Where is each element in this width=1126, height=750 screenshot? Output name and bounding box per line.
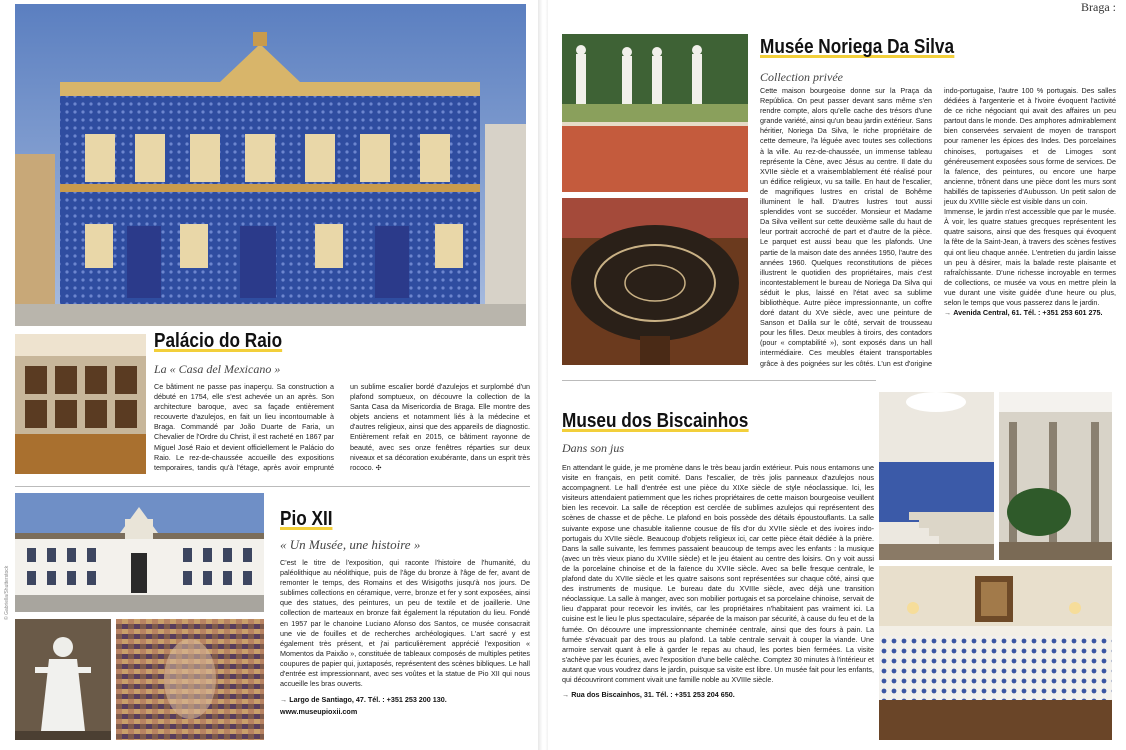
- noriega-paragraph-2: Immense, le jardin n'est accessible que par le musée. À voir, les quatre statues grecques représentent les quatre saisons, ainsi que des fresques qui évoquent la fête de la Saint-Jean, à travers des scènes festives qui ont lieu chaque année. L'entretien du jardin laisse un peu à désirer, mais la balade reste plaisante et rafraîchissante. D'une richesse incroyable en termes de collections, ce musée va vous en mettre plein la vue durant une visite guidée d'une heure ou plus, selon le temps que vous passerez dans le jardin.: [944, 207, 1116, 307]
- right-page: [548, 0, 1126, 750]
- photo-biscainhos-courtyard: [999, 392, 1112, 560]
- biscainhos-stair-illustration: [879, 392, 994, 560]
- biscainhos-address: Rua dos Biscainhos, 31. Tél. : +351 253 204 650.: [571, 690, 735, 700]
- noriega-address: Avenida Central, 61. Tél. : +351 253 601 275.: [953, 308, 1103, 318]
- noriega-address-line: [944, 308, 1116, 318]
- noriega-garden-illustration: [562, 34, 748, 192]
- noriega-article: [760, 86, 1116, 370]
- biscainhos-title: [562, 410, 748, 432]
- photo-pio-statue: [15, 619, 111, 740]
- photo-pio-building: [15, 493, 264, 612]
- raio-article: [154, 382, 530, 478]
- raio-facade-illustration: [15, 4, 526, 326]
- biscainhos-hall-illustration: [879, 566, 1112, 740]
- raio-text: Ce bâtiment ne passe pas inaperçu. Sa construction a débuté en 1754, elle s'est achevée un an après. Son architecture baroque, avec sa façade entièrement recouverte d'azulejos, en fait un lieu incontournable à Braga. Commandé par João Duarte de Faria, un Chevalier de l'Ordre du Christ, il est racheté en 1867 par Miguel José Raio et devient officiellement le Palácio do Raio. Le rez-de-chaussée accueille des expositions temporaires, tandis qu'à l'étage, après avoir emprunté un sublime escalier bordé d'azulejos et surplombé d'un plafond somptueux, on découvre la collection de la Santa Casa da Misericordia de Braga. Elle montre des objets anciens et notamment liés à la médecine et d'autres religieux, ainsi que des appareils de diagnostic. Entièrement refait en 2015, ce bâtiment rayonne de beauté, avec ses onze fenêtres réparties sur deux niveaux et sa décoration exubérante, dans un esprit très rococo.: [154, 382, 530, 472]
- noriega-title-text: Musée Noriega Da Silva: [760, 36, 955, 58]
- right-divider: [562, 380, 876, 381]
- photo-raio-interior: [15, 334, 146, 474]
- pio-statue-illustration: [15, 619, 111, 740]
- noriega-paragraph-1: Cette maison bourgeoise donne sur la Praça da República. On peut passer devant sans même s'en rendre compte, alors qu'elle cache des trésors d'une grande variété, ainsi qu'un beau jardin extérieur. Sans héritier, Noriega Da Silva, le riche propriétaire de cette demeure, l'a léguée avec toutes ses collections à la ville. Au rez-de-chaussée, un immense tableau représente la Cène, avec Jésus au centre. Il date du XVIIe siècle et a vraisemblablement été réalisé pour un édifice religieux, vu sa taille. En haut de l'escalier, de magnifiques lustres en cristal de Bohême illuminent le hall. D'autres lustres tout aussi splendides vont se succéder. Monsieur et Madame Da Silva veillent sur cette deuxième salle du haut de leur portrait accroché de part et d'autre de la pièce. Le parquet est aussi beau que les plafonds. Une partie de la maison date des années 1950, l'autre des années 1960. Quelques reconstitutions de pièces illustrent le quotidien des propriétaires, mais c'est incontestablement le bureau de Noriega Da Silva qui séduit le plus, laissé en l'état avec sa sublime bibliothèque. Autre pièce impressionnante, un coffre doré datant du XVe siècle, avec une peinture de Sanson et Dalila sur le côté, servait de trousseau pour les filles. Deux meubles à tiroirs, des contadors (pour « comptabilité »), sont exposés dans un hall intermédiaire. Ces meubles étaient transportables grâce à des poignées sur les côtés. L'un est d'origine indo-portugaise, l'autre 100 % portugais. Des salles dédiées à l'argenterie et à l'ivoire évoquent l'activité de ce riche négociant qui avait des affaires un peu partout dans le monde. Des amphores admirablement bien conservées servaient de moyen de transport pour ramener les épices des Indes. Des porcelaines chinoises, portugaises et de Limoges sont généreusement exposées sous forme de services. De la faïence, des peintures, ou encore une harpe ancienne, trônent dans une pièce dont les murs sont habillés de tapisseries d'Aubusson. Un petit salon de jeux du XVIIIe siècle est visible dans un coin.: [760, 86, 1116, 368]
- noriega-title: [760, 36, 954, 58]
- raio-subtitle: La « Casa del Mexicano »: [154, 362, 281, 376]
- left-divider: [15, 486, 530, 487]
- pio-paragraph: C'est le titre de l'exposition, qui raconte l'histoire de l'humanité, du paléolithique au néolithique, puis de l'âge du bronze à l'âge de fer, avant de remonter le temps, des Romains et des Wisigoths jusqu'à nos jours. De sublimes collections en céramique, verre, bronze et fer y sont exposées, ainsi que des statues, des peintures, un peu de textile et de joaillerie. Une collection de marteaux en bronze fait également la réputation du lieu. Fondé en 1957 par le chanoine Luciano Afonso dos Santos, ce musée consacrait une vie de fouilles et de recherches archéologiques. L'art sacré y est également très présent, et j'ai particulièrement apprécié l'exposition « Momentos da Paixão », constituée de tableaux composés de multiples petites coupures de papier qui, juxtaposés, représentent des scènes bibliques. Le hall d'entrée est impressionnant, avec ses voûtes et la statue de Pio XII qui nous accueille les bras ouverts.: [280, 558, 530, 689]
- pio-subtitle: « Un Musée, une histoire »: [280, 537, 421, 552]
- raio-interior-illustration: [15, 334, 146, 474]
- pio-mosaic-illustration: [116, 619, 264, 740]
- raio-title-text: Palácio do Raio: [154, 330, 283, 352]
- photo-biscainhos-hall: [879, 566, 1112, 740]
- noriega-arrow-icon: →: [944, 308, 952, 318]
- raio-title: [154, 330, 282, 352]
- left-page: [0, 0, 540, 750]
- pio-address-line: [280, 695, 530, 705]
- pio-article: [280, 558, 530, 717]
- raio-end-mark: ✣: [375, 462, 382, 472]
- pio-address: Largo de Santiago, 47. Tél. : +351 253 200 130.: [289, 695, 447, 705]
- biscainhos-subtitle: Dans son jus: [562, 441, 625, 455]
- biscainhos-article: [562, 463, 874, 700]
- pio-arrow-icon: →: [280, 695, 288, 705]
- noriega-subtitle: Collection privée: [760, 70, 843, 84]
- photo-noriega-garden: [562, 34, 748, 192]
- biscainhos-arrow-icon: →: [562, 690, 570, 700]
- raio-paragraph: [154, 382, 530, 478]
- photo-biscainhos-stair: [879, 392, 994, 560]
- running-header: Braga :: [1081, 0, 1116, 14]
- pio-website-line: [280, 707, 530, 717]
- pio-title: [280, 508, 333, 530]
- pio-website-link[interactable]: www.museupioxii.com: [280, 707, 358, 717]
- noriega-table-illustration: [562, 198, 748, 365]
- photo-noriega-table: [562, 198, 748, 365]
- biscainhos-paragraph: En attendant le guide, je me promène dans le très beau jardin extérieur. Puis nous entamons une visite en français, en petit comité. Dans l'escalier, de très jolis panneaux d'azulejos nous accompagnent. Le hall d'entrée est une pièce du XIXe siècle de style néoclassique. Ici, les visiteurs attendaient patiemment que les riches propriétaires de cette maison bourgeoise veuillent bien les recevoir. La salle de réception est cerclée de sublimes azulejos qui représentent des scènes de chasse et de pêche. Le plafond en bois possède des détails époustouflants. La salle suivante expose une chasuble italienne cousue de fils d'or du XVIIe siècle et des ivoires indo-portugais du XVIIe siècle. Beaucoup d'objets religieux ici, car cette pièce était dédiée à la prière. Dans la salle suivante, les femmes passaient beaucoup de temps avec les enfants : la musique (avec un très vieux piano du XVIIIe siècle) et le jeu étaient au centre des loisirs. On y voit aussi de la porcelaine chinoise et de la faïence du XVIIe siècle. Avec sa belle fresque centrale, le plafond date du XVIIe siècle et les quatre saisons sont représentées sur chaque côté, ainsi que des instruments de musique. Le bureau date du XVIIIe siècle, avec déjà une transition néoclassique. La salle à manger, avec son mobilier portugais et sa porcelaine chinoise, servait de lieu d'apparat pour recevoir les invités, car les propriétaires n'habitaient pas vraiment ici. La cuisine est le lieu le plus spectaculaire, séparée de la maison par sécurité, à cause du feu et de la fumée. On découvre une impressionnante cheminée centrale, ainsi que des fours à pain. La fumée s'évacuait par des trous au plafond. La table centrale servait à couper la viande. Une armoire servait quant à elle à garder le repas au chaud, les portes bien fermées. La visite s'achève par les écuries, avec l'exposition d'une belle calèche. Comptez 30 minutes à l'intérieur et autant que vous voudrez dans le jardin, puisque sa visite est libre. Un musée fait pour les enfants, qui découvriront comment vivait une famille noble au XVIIIe siècle.: [562, 463, 874, 684]
- pio-photo-credit: © Gabriella/Shutterstock: [4, 565, 10, 620]
- pio-building-illustration: [15, 493, 264, 612]
- biscainhos-address-line: [562, 690, 874, 700]
- pio-title-text: Pio XII: [280, 508, 333, 530]
- photo-pio-mosaic: [116, 619, 264, 740]
- photo-raio-facade: [15, 4, 526, 326]
- biscainhos-title-text: Museu dos Biscainhos: [562, 410, 749, 432]
- biscainhos-courtyard-illustration: [999, 392, 1112, 560]
